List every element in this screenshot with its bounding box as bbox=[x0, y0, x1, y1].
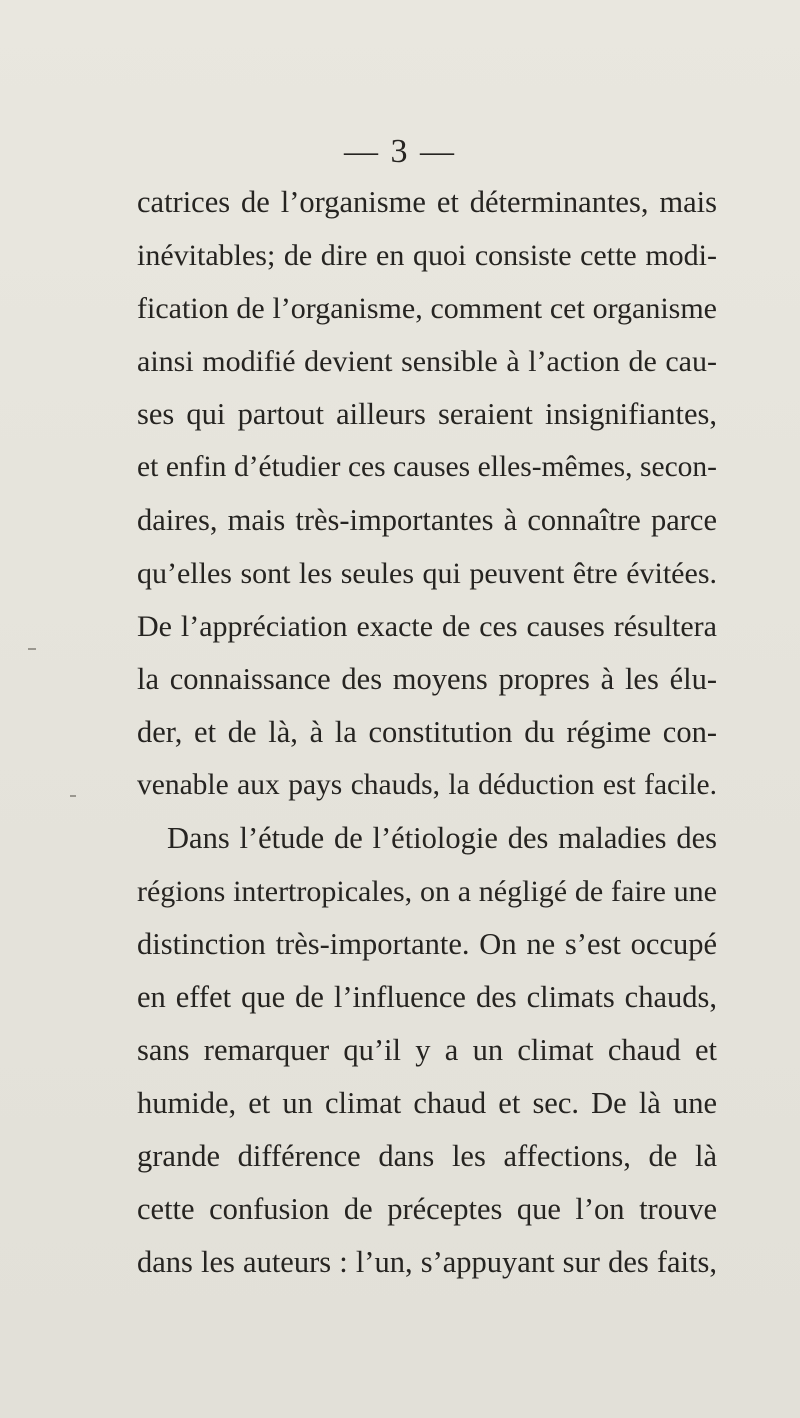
paragraph-first-line: Dans l’étude de l’étiologie des maladies des bbox=[167, 821, 717, 855]
margin-mark bbox=[70, 795, 76, 797]
text-line: ainsi modifié devient sensible à l’action de cau- bbox=[137, 345, 717, 378]
text-line: venable aux pays chauds, la déduction est facile. bbox=[137, 769, 717, 801]
body-text bbox=[137, 176, 717, 1289]
text-line: qu’elles sont les seules qui peuvent être évitées. bbox=[137, 557, 717, 590]
text-line: der, et de là, à la constitution du régime con- bbox=[137, 715, 717, 749]
margin-mark bbox=[28, 648, 36, 650]
text-line: régions intertropicales, on a négligé de faire une bbox=[137, 875, 717, 908]
text-line: inévitables; de dire en quoi consiste cette modi- bbox=[137, 239, 717, 272]
text-line: la connaissance des moyens propres à les élu- bbox=[137, 662, 717, 696]
text-line: sans remarquer qu’il y a un climat chaud et bbox=[137, 1033, 717, 1067]
text-line: dans les auteurs : l’un, s’appuyant sur des faits, bbox=[137, 1245, 717, 1279]
text-line: daires, mais très-importantes à connaître parce bbox=[137, 503, 717, 537]
text-line: cette confusion de préceptes que l’on trouve bbox=[137, 1192, 717, 1226]
text-line: distinction très-importante. On ne s’est occupé bbox=[137, 927, 717, 961]
text-line: De l’appréciation exacte de ces causes résultera bbox=[137, 610, 717, 643]
page-number: — 3 — bbox=[344, 133, 456, 170]
text-line: et enfin d’étudier ces causes elles-mêmes, secon- bbox=[137, 451, 717, 483]
text-line: humide, et un climat chaud et sec. De là une bbox=[137, 1086, 717, 1120]
text-line: en effet que de l’influence des climats chauds, bbox=[137, 980, 717, 1014]
text-line: fication de l’organisme, comment cet organisme bbox=[137, 292, 717, 325]
text-line: catrices de l’organisme et déterminantes, mais bbox=[137, 185, 717, 219]
text-line: ses qui partout ailleurs seraient insignifiantes, bbox=[137, 397, 717, 431]
text-line: grande différence dans les affections, de là bbox=[137, 1139, 717, 1173]
